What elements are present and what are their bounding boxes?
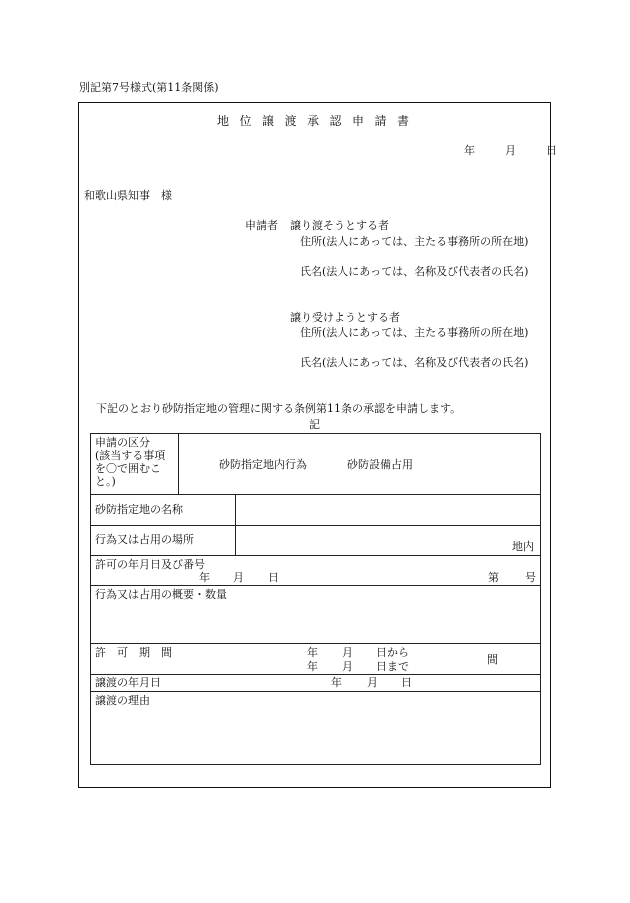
category-label-cell (91, 434, 179, 495)
document-title: 地位譲渡承認申請書 (217, 114, 420, 128)
transfer-date-label: 譲渡の年月日 (95, 676, 161, 689)
ki-label: 記 (309, 418, 320, 431)
transferor-name-label: 氏名(法人にあっては、名称及び代表者の氏名) (300, 265, 529, 278)
period-duration: 間 (487, 653, 498, 666)
permit-label: 許可の年月日及び番号 (95, 558, 205, 571)
location-label-cell (91, 526, 236, 556)
site-name-label-cell (91, 495, 236, 526)
period-field[interactable] (91, 644, 541, 675)
period-from-month: 月 (342, 646, 353, 659)
transferee-address-label: 住所(法人にあっては、主たる事務所の所在地) (300, 326, 529, 339)
transferor-heading: 譲り渡そうとする者 (290, 219, 389, 232)
applicant-role-label: 申請者 (245, 219, 278, 232)
date-day: 日 (546, 144, 557, 157)
permit-month: 月 (233, 571, 244, 584)
site-name-label: 砂防指定地の名称 (95, 503, 183, 516)
application-date (464, 145, 557, 156)
category-option-occupancy[interactable]: 砂防設備占用 (347, 458, 413, 471)
transferee-name-label: 氏名(法人にあっては、名称及び代表者の氏名) (300, 356, 529, 369)
transfer-date-field[interactable] (91, 675, 541, 692)
table-row-reason (91, 692, 541, 765)
addressee: 和歌山県知事 様 (84, 189, 172, 202)
form-number-label: 別記第7号様式(第11条関係) (79, 81, 219, 94)
transfer-date-year: 年 (331, 676, 342, 689)
period-to-year: 年 (307, 660, 318, 673)
category-label-line2: (該当する事項 (95, 449, 166, 462)
date-year: 年 (464, 144, 475, 157)
table-row-location (91, 526, 541, 556)
permit-field[interactable] (91, 556, 541, 586)
period-from-year: 年 (307, 646, 318, 659)
application-details-table (90, 433, 541, 765)
period-from-day: 日から (376, 646, 409, 659)
date-month: 月 (505, 144, 516, 157)
location-label: 行為又は占用の場所 (95, 533, 194, 546)
permit-number-prefix: 第 (488, 571, 499, 584)
transferee-heading: 譲り受けようとする者 (290, 311, 400, 324)
category-options-cell (179, 434, 541, 495)
table-row-category (91, 434, 541, 495)
table-row-period (91, 644, 541, 675)
table-row-permit (91, 556, 541, 586)
overview-field[interactable] (91, 586, 541, 644)
period-to-month: 月 (342, 660, 353, 673)
category-option-activity[interactable]: 砂防指定地内行為 (219, 458, 307, 471)
period-to-day: 日まで (376, 660, 409, 673)
permit-year: 年 (199, 571, 210, 584)
transferor-address-label: 住所(法人にあっては、主たる事務所の所在地) (300, 235, 529, 248)
transfer-date-day: 日 (401, 676, 412, 689)
reason-label: 譲渡の理由 (95, 694, 150, 707)
location-field[interactable] (236, 526, 541, 556)
table-row-transfer-date (91, 675, 541, 692)
permit-day: 日 (268, 571, 279, 584)
request-statement: 下記のとおり砂防指定地の管理に関する条例第11条の承認を申請します。 (96, 402, 462, 415)
table-row-overview (91, 586, 541, 644)
category-label-line1: 申請の区分 (95, 436, 150, 449)
category-label-line3: を〇で囲むこ (95, 462, 161, 475)
permit-number-suffix: 号 (525, 571, 536, 584)
location-suffix: 地内 (512, 540, 534, 553)
table-row-site-name (91, 495, 541, 526)
category-label-line4: と。) (95, 475, 116, 488)
transfer-date-month: 月 (367, 676, 378, 689)
site-name-field[interactable] (236, 495, 541, 526)
period-label: 許 可 期 間 (95, 646, 172, 659)
reason-field[interactable] (91, 692, 541, 765)
overview-label: 行為又は占用の概要・数量 (95, 588, 227, 601)
